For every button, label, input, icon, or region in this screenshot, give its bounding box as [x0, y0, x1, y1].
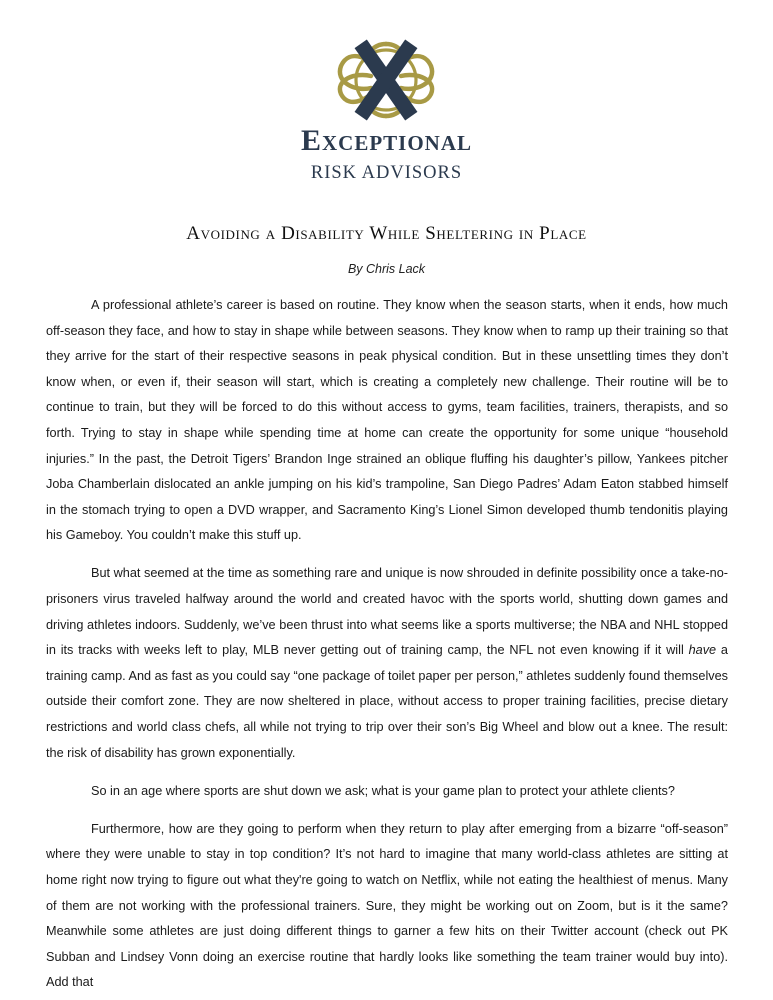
brand-tagline: RISK ADVISORS: [310, 163, 463, 183]
paragraph: [46, 561, 728, 766]
paragraph: [46, 817, 728, 996]
paragraph-text: A professional athlete’s career is based on routine. They know when the season starts, when it ends, how much off-season they face, and how to stay in shape while between seasons. They know when to ramp up their training so that they arrive for the start of their respective seasons in peak physical condition. But in these unsettling times they don’t know when, or even if, their season will start, which is creating a completely new challenge. Their routine will be to continue to train, but they will be forced to do this without access to gyms, team facilities, trainers, therapists, and so forth. Trying to stay in shape while spending time at home can create the opportunity for some unique “household injuries.” In the past, the Detroit Tigers’ Brandon Inge strained an oblique fluffing his daughter’s pillow, Yankees pitcher Joba Chamberlain dislocated an ankle jumping on his kid’s trampoline, San Diego Padres’ Adam Eaton stabbed himself in the stomach trying to open a DVD wrapper, and Sacramento King’s Lionel Simon developed thumb tendonitis playing his Gameboy. You couldn’t make this stuff up.: [46, 298, 728, 543]
paragraph-text: a training camp. And as fast as you could say “one package of toilet paper per person,” athletes suddenly found themselves outside their comfort zone. They are now sheltered in place, without access to proper training facilities, precise dietary restrictions and world class chefs, all while not trying to trip over their son’s Big Wheel and blow out a knee. The result: the risk of disability has grown exponentially.: [46, 643, 729, 760]
emphasis-text: have: [688, 643, 717, 658]
paragraph-text: So in an age where sports are shut down we ask; what is your game plan to protect your athlete clients?: [91, 783, 675, 798]
brand-name: Exceptional: [300, 124, 473, 157]
paragraph: [46, 779, 728, 805]
paragraph-text: But what seemed at the time as something rare and unique is now shrouded in definite possibility once a take-no-prisoners virus traveled halfway around the world and created havoc with the sports world, shutting down games and driving athletes indoors. Suddenly, we’ve been thrust into what seems like a sports multiverse; the NBA and NHL stopped in its tracks with weeks left to play, MLB never getting out of training camp, the NFL not even knowing if it will: [46, 566, 728, 658]
article-body: [46, 293, 728, 996]
byline: By Chris Lack: [347, 262, 426, 276]
paragraph: [46, 293, 728, 549]
paragraph-text: Furthermore, how are they going to perform when they return to play after emerging from a bizarre “off-season” where they were unable to stay in top condition? It’s not hard to imagine that many world-class athletes are sitting at home right now trying to figure out what they're going to watch on Netflix, while not eating the healthiest of menus. Many of them are not working with the professional trainers. Sure, they might be working out on Zoom, but is it the same? Meanwhile some athletes are just doing different things to garner a few hits on their Twitter account (check out PK Subban and Lindsey Vonn doing an exercise routine that hardly looks like something the team trainer would buy into). Add that: [46, 821, 728, 990]
document-title: Avoiding a Disability While Sheltering in Place: [186, 223, 587, 244]
interlaced-x-monogram-icon: [331, 36, 441, 124]
